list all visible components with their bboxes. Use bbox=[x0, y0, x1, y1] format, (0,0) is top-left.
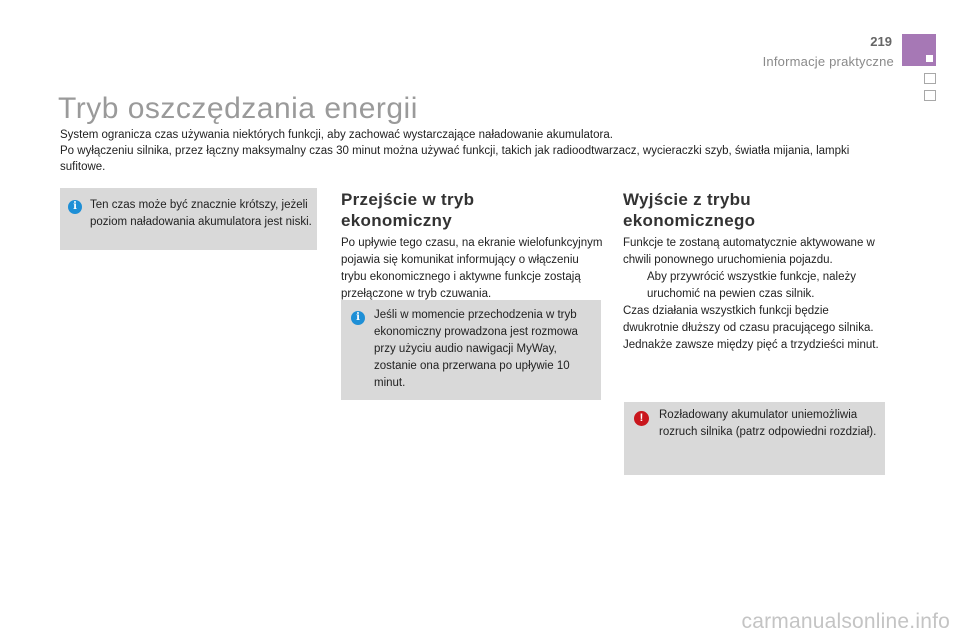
right-bullet bbox=[623, 269, 887, 303]
middle-heading: Przejście w tryb ekonomiczny bbox=[341, 190, 475, 230]
page-number: 219 bbox=[870, 34, 892, 49]
intro-text bbox=[60, 127, 890, 175]
section-tab-active[interactable] bbox=[902, 34, 936, 66]
right-bullet-text: Aby przywrócić wszystkie funkcje, należy uruchomić na pewien czas silnik. bbox=[647, 271, 856, 300]
right-body-text-2: Czas działania wszystkich funkcji będzie dwukrotnie dłuższy od czasu pracującego silnika. Jednakże zawsze między pięć a trzydzieści minut. bbox=[623, 305, 879, 351]
section-tab-1[interactable] bbox=[924, 73, 936, 84]
intro-line-2: Po wyłączeniu silnika, przez łączny maksymalny czas 30 minut można używać funkcji, takich jak radioodtwarzacz, wycieraczki szyb, światła mijania, lampki sufitowe. bbox=[60, 145, 850, 173]
tab-marker bbox=[926, 55, 933, 62]
left-info-box bbox=[60, 188, 317, 250]
page-title: Tryb oszczędzania energii bbox=[58, 92, 418, 125]
watermark: carmanualsonline.info bbox=[741, 610, 950, 633]
warning-icon: ! bbox=[634, 411, 649, 426]
middle-info-box bbox=[341, 300, 601, 400]
middle-info-text: Jeśli w momencie przechodzenia w tryb ekonomiczny prowadzona jest rozmowa przy użyciu audio nawigacji MyWay, zostanie ona przerwana po upływie 10 minut. bbox=[374, 309, 578, 389]
middle-body-text: Po upływie tego czasu, na ekranie wielofunkcyjnym pojawia się komunikat informujący o włączeniu trybu ekonomicznego i aktywne funkcje zostają przełączone w tryb czuwania. bbox=[341, 237, 603, 300]
right-body bbox=[623, 235, 887, 354]
info-icon: i bbox=[351, 311, 365, 325]
right-warning-box bbox=[624, 402, 885, 475]
right-heading: Wyjście z trybu ekonomicznego bbox=[623, 190, 756, 230]
right-body-text-1: Funkcje te zostaną automatycznie aktywowane w chwili ponownego uruchomienia pojazdu. bbox=[623, 237, 875, 266]
middle-body bbox=[341, 235, 603, 303]
section-name: Informacje praktyczne bbox=[762, 54, 894, 69]
info-icon: i bbox=[68, 200, 82, 214]
intro-line-1: System ogranicza czas używania niektórych funkcji, aby zachować wystarczające naładowanie akumulatora. bbox=[60, 129, 613, 141]
right-warning-text: Rozładowany akumulator uniemożliwia rozruch silnika (patrz odpowiedni rozdział). bbox=[659, 409, 877, 438]
section-tab-2[interactable] bbox=[924, 90, 936, 101]
left-info-text: Ten czas może być znacznie krótszy, jeżeli poziom naładowania akumulatora jest niski. bbox=[90, 199, 312, 228]
